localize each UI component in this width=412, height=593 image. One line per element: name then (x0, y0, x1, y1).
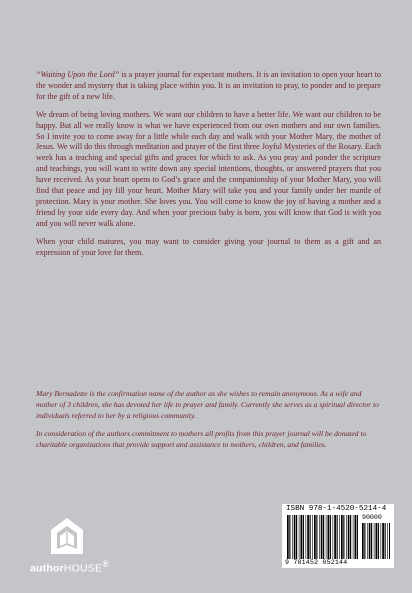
barcode-bar (312, 515, 313, 559)
publisher-name-part1: author (30, 562, 64, 575)
barcode-bar (355, 515, 357, 559)
barcode-bar (385, 523, 386, 559)
barcode-bar (319, 515, 320, 559)
description-paragraph-1-text: is a prayer journal for expectant mothers. It is an invitation to open your heart to the wonder and mystery that is taking place within you. It is an invitation to pray, to ponder and to prepare for the gift of a new life. (36, 70, 381, 101)
barcode-bar (310, 515, 311, 559)
barcode-bar (389, 523, 390, 559)
barcode-bar (287, 515, 289, 559)
barcode-bar (387, 523, 388, 559)
description-paragraph-2: We dream of being loving mothers. We want our children to have a better life. We want our children to be happy. But all we really know is what we have experienced from our own mothers and our own families. So I invite you to come away for a little while each day and walk with your Mother Mary, the mother of Jesus. We will do this through meditation and prayer of the first three Joyful Mysteries of the Rosary. Each week has a teaching and special gifts and graces for which to ask. As you pray and ponder the scripture and teachings, you will want to write down any special intentions, thoughts, or answered prayers that you have received. As your heart opens to God’s grace and the companionship of your Mother Mary, you will find that peace and joy fill your heart. Mother Mary will take you and your family under her mantle of protection. Mary is your mother. She loves you. You will come to know the joy of having a mother and a friend by your side every day. And when your precious baby is born, you will know that God is with you and you will never walk alone. (36, 109, 381, 228)
profits-statement: In consideration of the authors commitment to mothers all profits from this prayer journal will be donated to charitable organizations that provide support and assistance to mothers, children, and families. (36, 429, 367, 450)
author-bio (36, 389, 381, 459)
barcode-bar (369, 523, 371, 559)
book-description (36, 70, 381, 266)
author-bio-paragraph: Mary Bernadette is the confirmation name of the author as she wishes to remain anonymous. As a wife and mother of 3 children, she has devoted her life to prayer and family. Currently she serves as a spiritual director to individuals referred to her by a religious community. (36, 389, 379, 420)
barcode-bar (296, 515, 297, 559)
house-book-icon (48, 516, 86, 556)
description-paragraph-1 (36, 70, 381, 103)
barcode-bar (299, 515, 300, 559)
barcode-bar (371, 523, 372, 559)
publisher-name-part2: HOUSE (63, 562, 103, 575)
registered-mark: ® (102, 559, 109, 569)
barcode-bar (330, 515, 331, 559)
barcode-digits: 9 781452 052144 (285, 559, 348, 566)
barcode-bar (292, 515, 293, 559)
barcode-bar (362, 523, 364, 559)
barcode-bar (323, 515, 324, 559)
publisher-name (30, 559, 109, 575)
book-title-reference: “Waiting Upon the Lord” (36, 70, 120, 79)
publisher-logo (30, 516, 120, 576)
barcode-bar (339, 515, 340, 559)
barcode-bar (346, 515, 347, 559)
barcode-bar (314, 515, 316, 559)
barcode-bar (381, 523, 382, 559)
barcode-bar (333, 515, 334, 559)
barcode-bar (382, 523, 384, 559)
isbn-text: ISBN 978-1-4520-5214-4 (286, 505, 387, 513)
barcode-bar (357, 515, 358, 559)
price-code: 90000 (362, 514, 382, 521)
barcode-bar (374, 523, 375, 559)
barcode-bar (306, 515, 307, 559)
isbn-barcode (282, 504, 394, 568)
barcode-bar (307, 515, 309, 559)
barcode-bar (376, 523, 378, 559)
barcode-bar (303, 515, 304, 559)
barcode-bar (364, 523, 365, 559)
barcode-bar (289, 515, 290, 559)
barcode-bar (337, 515, 338, 559)
barcode-bar (343, 515, 344, 559)
barcode-bar (321, 515, 323, 559)
description-paragraph-3: When your child matures, you may want to consider giving your journal to them as a gift and an expression of your love for them. (36, 236, 381, 257)
barcode-bar (334, 515, 336, 559)
barcode-bar (378, 523, 379, 559)
barcode-bar (328, 515, 330, 559)
barcode-bar (353, 515, 354, 559)
barcode-bar (316, 515, 317, 559)
barcode-bar (348, 515, 350, 559)
barcode-bar (367, 523, 368, 559)
barcode-bar (301, 515, 303, 559)
barcode-bar (326, 515, 327, 559)
barcode-bar (350, 515, 351, 559)
barcode-bar (294, 515, 296, 559)
barcode-bar (341, 515, 343, 559)
